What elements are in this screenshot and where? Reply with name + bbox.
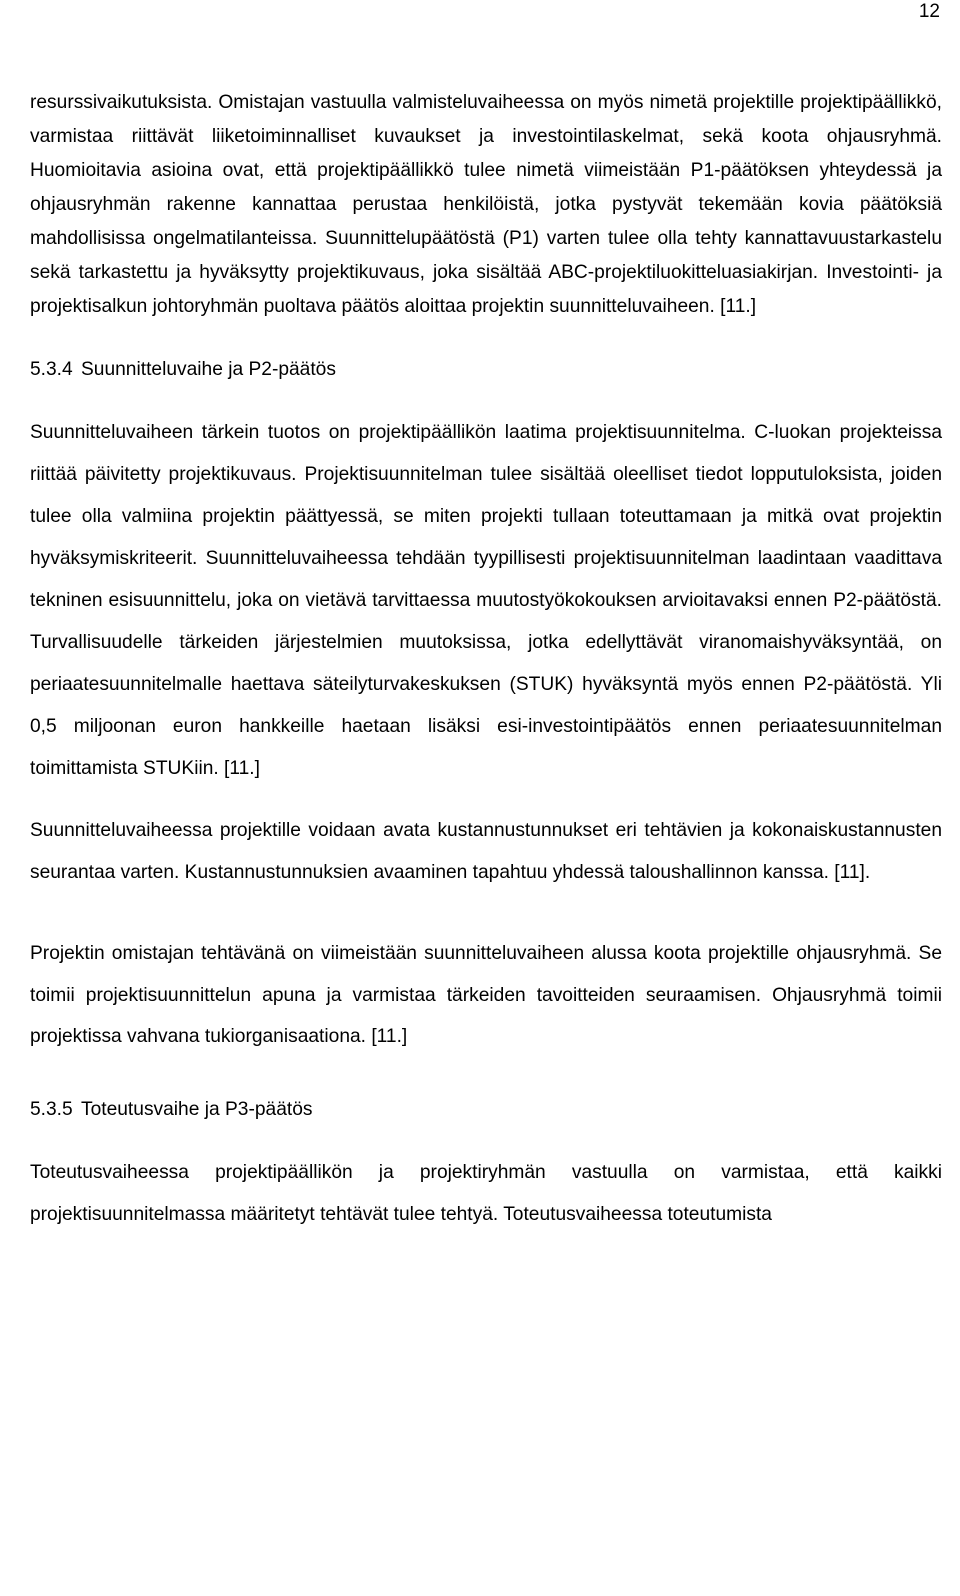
section-heading-5-3-4 [30,356,942,384]
document-body [30,86,942,1236]
section-number: 5.3.5 [30,1098,73,1120]
paragraph-cost-codes: Suunnitteluvaiheessa projektille voidaan avata kustannustunnukset eri tehtävien ja kokonaiskustannusten seurantaa varten. Kustannustunnuksien avaaminen tapahtuu yhdessä taloushallinnon kanssa. [11]. [30,820,942,883]
section-title: Toteutusvaihe ja P3-päätös [81,1098,313,1120]
section-title: Suunnitteluvaihe ja P2-päätös [81,359,336,380]
paragraph-planning-phase: Suunnitteluvaiheen tärkein tuotos on projektipäällikön laatima projektisuunnitelma. C-luokan projekteissa riittää päivitetty projektikuvaus. Projektisuunnitelman tulee sisältää oleelliset tiedot lopputuloksista, joiden tulee olla valmiina projektin päättyessä, se miten projekti tullaan toteuttamaan ja mitkä ovat projektin hyväksymiskriteerit. Suunnitteluvaiheessa tehdään tyypillisesti projektisuunnitelman laadintaan vaadittava tekninen esisuunnittelu, joka on vietävä tarvittaessa muutostyökokouksen arvioitavaksi ennen P2-päätöstä. Turvallisuudelle tärkeiden järjestelmien muutoksissa, jotka edellyttävät viranomaishyväksyntää, on periaatesuunnitelmalle haettava säteilyturvakeskuksen (STUK) hyväksyntä myös ennen P2-päätöstä. Yli 0,5 miljoonan euron hankkeille haetaan lisäksi esi-investointipäätös ennen periaatesuunnitelman toimittamista STUKiin. [11.] [30,422,942,779]
section-heading-5-3-5 [30,1096,942,1124]
paragraph-steering-group: Projektin omistajan tehtävänä on viimeistään suunnitteluvaiheen alussa koota projektille ohjausryhmä. Se toimii projektisuunnittelun apuna ja varmistaa tärkeiden tavoitteiden seuraamisen. Ohjausryhmä toimii projektissa vahvana tukiorganisaationa. [11.] [30,943,942,1047]
paragraph-p1-resource-impacts: resurssivaikutuksista. Omistajan vastuulla valmisteluvaiheessa on myös nimetä projektille projektipäällikkö, varmistaa riittävät liiketoiminnalliset kuvaukset ja investointilaskelmat, sekä koota ohjausryhmä. Huomioitavia asioina ovat, että projektipäällikkö tulee nimetä viimeistään P1-päätöksen yhteydessä ja ohjausryhmän rakenne kannattaa perustaa henkilöistä, jotka pystyvät tekemään kovia päätöksiä mahdollisissa ongelmatilanteissa. Suunnittelupäätöstä (P1) varten tulee olla tehty kannattavuustarkastelu sekä tarkastettu ja hyväksytty projektikuvaus, joka sisältää ABC-projektiluokitteluasiakirjan. Investointi- ja projektisalkun johtoryhmän puoltava päätös aloittaa projektin suunnitteluvaiheen. [11.] [30,92,942,317]
page-number: 12 [918,1,940,22]
section-number: 5.3.4 [30,359,73,380]
paragraph-implementation-phase: Toteutusvaiheessa projektipäällikön ja projektiryhmän vastuulla on varmistaa, että kaikki projektisuunnitelmassa määritetyt tehtävät tulee tehtyä. Toteutusvaiheessa toteutumista [30,1161,942,1225]
